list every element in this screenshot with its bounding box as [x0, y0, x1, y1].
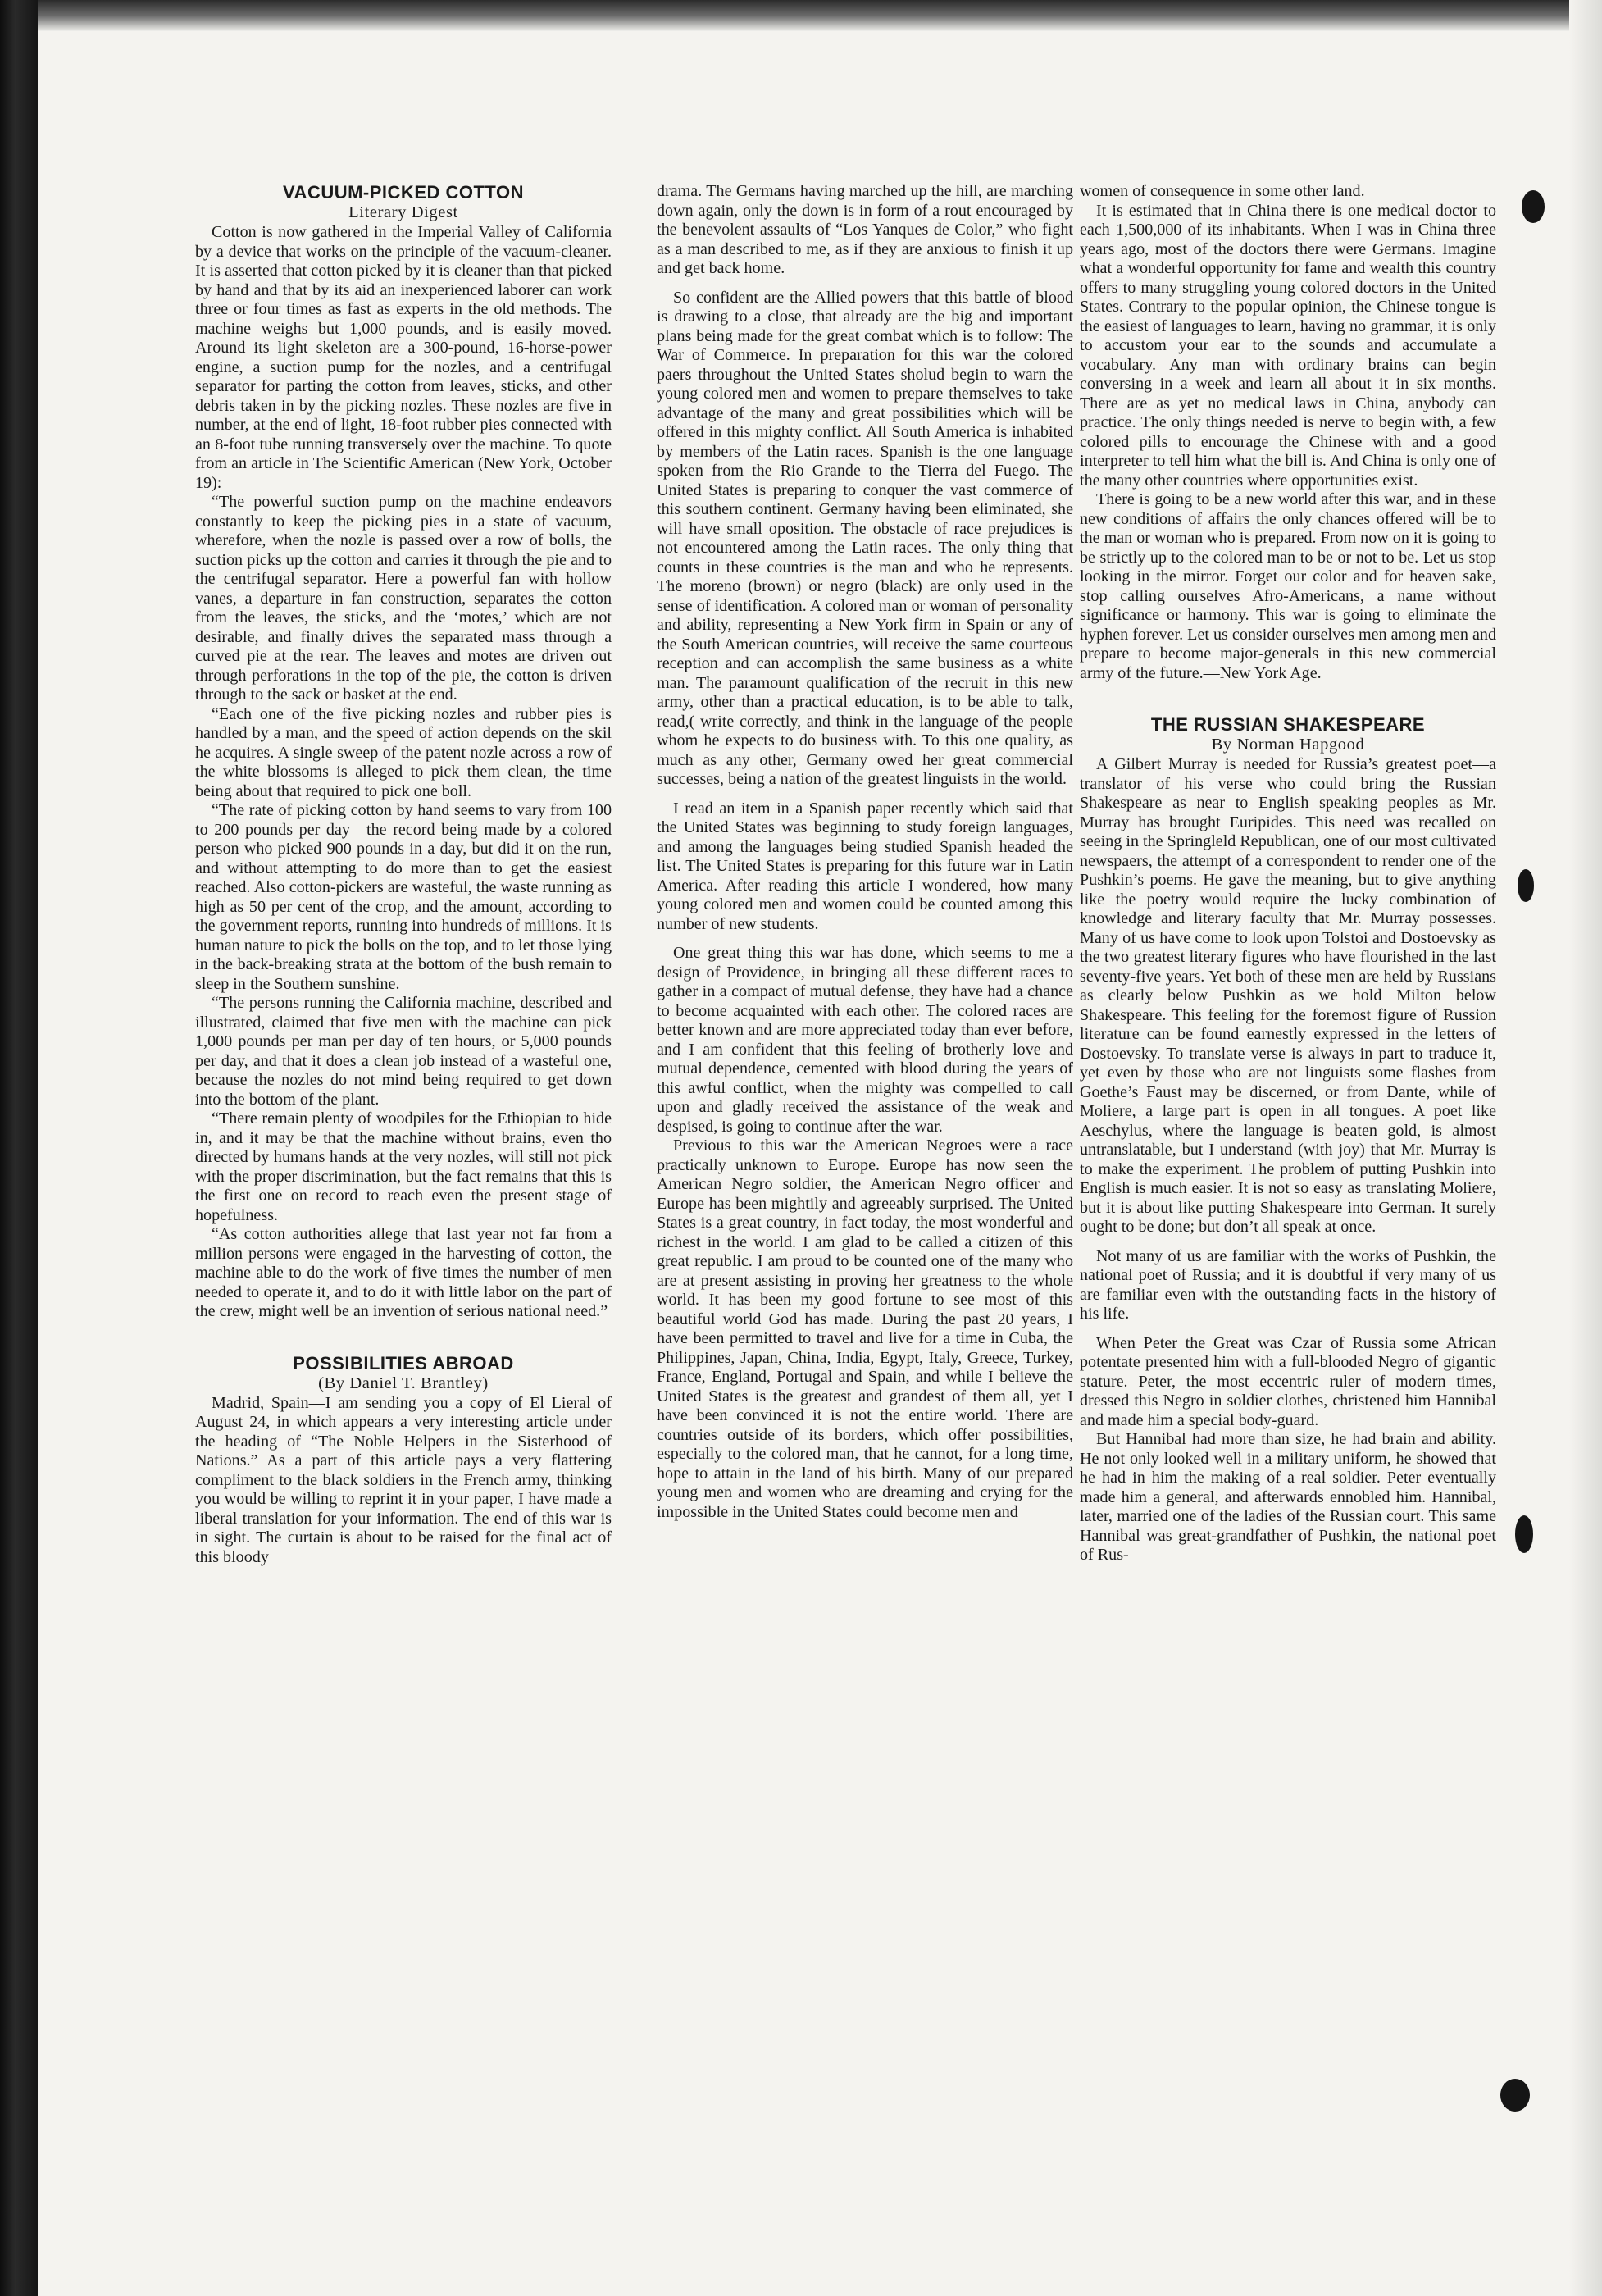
page-edge-right	[1569, 0, 1602, 2296]
paragraph: Not many of us are familiar with the works of Pushkin, the national poet of Russia; and it is doubtful if very many of us are familiar even with the outstanding facts in the history of his life.	[1080, 1246, 1496, 1323]
paragraph-continued: drama. The Germans having marched up the hill, are marching down again, only the down is in form of a rout encouraged by the benevolent assaults of “Los Yanques de Color,” who fight as a man described to me, as if they are anxious to finish it up and get back home.	[657, 182, 1073, 277]
paragraph: So confident are the Allied powers that this battle of blood is drawing to a close, that already are the big and important plans being made for the great combat which is to follow: The War of Commerce. In preparation for this war the colored paers throughout the United States sholud begin to warn the young colored men and women to prepare themselves to take advantage of the many and great possibilities which will be offered in this mighty conflict. All South America is inhabited by members of the Latin races. Spanish is the one language spoken from the Rio Grande to the Tierra del Fuego. The United States is preparing to conquer the vast commerce of this southern continent. Germany having been eliminated, she will have small oposition. The obstacle of race prejudices is not encountered among the Latin races. The only thing that counts in these countries is the man and who he represents. The moreno (brown) or negro (black) are only used in the sense of identification. A colored man or woman of personality and ability, representing a New York firm in Spain or any of the South American countries, will receive the same courteous reception and can accomplish the same business as a white man. The paramount qualification of the recruit in this new army, other than a practical education, is to be able to talk, read,( write correctly, and think in the language of the people whom he expects to do business with. To this one quality, as much as any other, Germany owed her great commercial successes, being a nation of the greatest linguists in the world.	[657, 288, 1073, 788]
paragraph: “Each one of the five picking nozles and rubber pies is handled by a man, and the speed of action depends on the skil he acquires. A single sweep of the patent nozle across a row of the white blossoms is alleged to pick them clean, the time being about that required to pick one boll.	[195, 704, 612, 800]
paragraph: “The powerful suction pump on the machine endeavors constantly to keep the picking pies in a state of vacuum, wherefore, when the nozle is passed over a row of bolls, the suction picks up the cotton and carries it through the pie and to the centrifugal separator. Here a powerful fan with hollow vanes, a departure in fan construction, separates the cotton from the leaves, the sticks, and the ‘motes,’ which are not desirable, and finally drives the separated mass through a curved pie at the rear. The leaves and motes are driven out through perforations in the top of the pie, the cotton is driven through to the sack or basket at the end.	[195, 493, 612, 704]
paragraph-continued: women of consequence in some other land.	[1080, 182, 1365, 200]
article-byline: By Norman Hapgood	[1211, 736, 1365, 754]
column-2	[657, 182, 1073, 1522]
paragraph: It is estimated that in China there is one medical doctor to each 1,500,000 of its inhabitants. When I was in China three years ago, most of the doctors there were Germans. Imagine what a wonderful opportunity for fame and wealth this country offers to many struggling young colored doctors in the United States. Contrary to the popular opinion, the Chinese tongue is the easiest of languages to learn, having no grammar, it is only to accustom your ear to the sounds and accumulate a vocabulary. Any man with ordinary brains can begin conversing in a week and learn all about it in six months. There are as yet no medical laws in China, anybody can practice. The only things needed is nerve to begin with, a few colored pills to encourage the Chinese with and a good interpreter to tell him what the bill is. And China is only one of the many other countries where opportunities exist.	[1080, 201, 1496, 490]
paragraph: Previous to this war the American Negroes were a race practically unknown to Europe. Europe has now seen the American Negro soldier, the American Negro officer and Europe has been mightily and agreeably surprised. The United States is a great country, in fact today, the most wonderful and richest in the world. I am glad to be called a citizen of this great republic. I am proud to be counted one of the many who are at present assisting in proving her greatness to the whole world. It has been my good fortune to see most of this beautiful world God has made. During the past 20 years, I have been permitted to travel and live for a time in Cuba, the Philippines, Japan, China, India, Egypt, Italy, Greece, Turkey, France, England, Portugal and Spain, and while I believe the United States is the greatest and grandest of them all, yet I have been convinced it is not the entire world. There are countries outside of its borders, which offer possibilities, especially to the colored man, that he cannot, for a long time, hope to attain in the land of his birth. Many of our prepared young men and women who are dreaming and crying for the impossible in the United States could become men and	[657, 1137, 1073, 1521]
paragraph: I read an item in a Spanish paper recently which said that the United States was beginning to study foreign languages, and among the languages being studied Spanish headed the list. The United States is preparing for this future war in Latin America. After reading this article I wondered, how many young colored men and women could be counted among this number of new students.	[657, 799, 1073, 933]
paragraph: One great thing this war has done, which seems to me a design of Providence, in bringing all these different races to gather in a compact of mutual defense, they have had a chance to become acquainted with each other. The colored races are better known and are more appreciated today than ever before, and I am confident that this feeling of brotherly love and mutual dependence, cemented with blood during the years of this awful conflict, when the mighty was compelled to call upon and gladly received the assistance of the weak and despised, is going to continue after the war.	[657, 944, 1073, 1136]
paragraph: When Peter the Great was Czar of Russia some African potentate presented him with a full-blooded Negro of gigantic stature. Peter, the most eccentric ruler of modern times, dressed this Negro in soldier clothes, christened him Hannibal and made him a special body-guard.	[1080, 1333, 1496, 1429]
paragraph: Cotton is now gathered in the Imperial Valley of California by a device that works on the principle of the vacuum-cleaner. It is asserted that cotton picked by it is cleaner than that picked by hand and that by its aid an inexperienced laborer can work three or four times as fast as experts in the old methods. The machine weighs but 1,000 pounds, and is easily moved. Around its light skeleton are a 300-pound, 16-horse-power engine, a suction pump for the nozles, and a centrifugal separator for parting the cotton from leaves, sticks, and other debris taken in by the picking nozles. These nozles are five in number, at the end of light, 18-foot rubber pies connected with an 8-foot tube running transversely over the machine. To quote from an article in The Scientific American (New York, October 19):	[195, 223, 612, 492]
ink-blot	[1500, 2079, 1530, 2112]
paragraph: But Hannibal had more than size, he had brain and ability. He not only looked well in a military uniform, he showed that he had in him the making of a real soldier. Peter eventually made him a general, and afterwards ennobled him. Hannibal, later, married one of the ladies of the Russian court. This same Hannibal was great-grandfather of Pushkin, the national poet of Rus-	[1080, 1430, 1496, 1564]
film-edge-left	[0, 0, 38, 2296]
paragraph: “As cotton authorities allege that last year not far from a million persons were engaged in the harvesting of cotton, the machine able to do the work of five times the number of men needed to operate it, and to do it with little labor on the part of the crew, might well be an invention of serious national need.”	[195, 1225, 612, 1320]
article-byline: (By Daniel T. Brantley)	[318, 1374, 489, 1392]
paragraph: There is going to be a new world after this war, and in these new conditions of affairs the only chances offered will be to the man or woman who is prepared. From now on it is going to be strictly up to the colored man to be or not to be. Let us stop looking in the mirror. Forget our color and for heaven sake, stop calling ourselves Afro-Americans, a name without significance or harmony. This war is going to eliminate the hyphen forever. Let us consider ourselves men among men and prepare to become major-generals in this new commercial army of the future.—New York Age.	[1080, 490, 1496, 682]
article-separator	[1080, 683, 1496, 714]
film-edge-top	[38, 0, 1602, 31]
ink-blot	[1515, 1515, 1533, 1553]
article-title: POSSIBILITIES ABROAD	[293, 1352, 514, 1374]
article-title: THE RUSSIAN SHAKESPEARE	[1150, 714, 1426, 735]
article-source: Literary Digest	[348, 203, 458, 221]
paragraph: “There remain plenty of woodpiles for the Ethiopian to hide in, and it may be that the machine without brains, even tho directed by humans hands at the very nozles, will still not pick with the proper discrimination, but the fact remains that this is the first one on record to reach even the present stage of hopefulness.	[195, 1109, 612, 1224]
column-3	[1080, 182, 1496, 1565]
paragraph: A Gilbert Murray is needed for Russia’s greatest poet—a translator of his verse who could bring the Russian Shakespeare as near to English speaking peoples as Mr. Murray has brought Euripides. This need was recalled on seeing in the Springleld Republican, one of our most cultivated newspaers, the attempt of a correspondent to render one of the Pushkin’s poems. He gave the meaning, but to give anything like the poetry would require the lucky combination of knowledge and literary faculty that Mr. Murray possesses. Many of us have come to look upon Tolstoi and Dostoevsky as the two greatest literary figures who have flourished in the last seventy-five years. Yet both of these men are held by Russians as clearly below Pushkin as we hold Milton below Shakespeare. This feeling for the foremost figure of Russion literature can be found earnestly expressed in the letters of Dostoevsky. To translate verse is always in part to traduce it, yet even by those who are not linguists some flashes from Goethe’s Faust may be discerned, or from Dante, while of Moliere, a large part is open in all tongues. A poet like Aeschylus, where the language is beaten gold, is almost untranslatable, but I understand (with joy) that Mr. Murray is to make the experiment. The problem of putting Pushkin into English is much easier. It is not so easy as translating Moliere, but it is about like putting Shakespeare into German. It surely ought to be done; but don’t all speak at once.	[1080, 755, 1496, 1236]
paragraph: “The rate of picking cotton by hand seems to vary from 100 to 200 pounds per day—the record being made by a colored person who picked 900 pounds in a day, but did it on the run, and without attempting to do more than to get the easiest reached. Also cotton-pickers are wasteful, the waste running as high as 50 per cent of the crop, and the amount, according to the government reports, running into hundreds of millions. It is human nature to pick the bolls on the top, and to let those lying in the back-breaking strata at the bottom of the bush remain to sleep in the Southern sunshine.	[195, 801, 612, 993]
paragraph: Madrid, Spain—I am sending you a copy of El Lieral of August 24, in which appears a very interesting article under the heading of “The Noble Helpers in the Sisterhood of Nations.” As a part of this article pays a very flattering compliment to the black soldiers in the French army, thinking you would be willing to reprint it in your paper, I have made a liberal translation for your information. The end of this war is in sight. The curtain is about to be raised for the final act of this bloody	[195, 1393, 612, 1566]
newspaper-page	[38, 0, 1602, 2296]
article-title: VACUUM-PICKED COTTON	[283, 182, 524, 203]
article-separator	[195, 1322, 612, 1353]
ink-blot	[1522, 190, 1545, 223]
column-1	[195, 182, 612, 1567]
ink-blot	[1518, 869, 1534, 902]
paragraph: “The persons running the California machine, described and illustrated, claimed that five men with the machine can pick 1,000 pounds per man per day of ten hours, or 5,000 pounds per day, and that it does a clean job instead of a wasteful one, because the nozles do not mind being required to get down into the bottom of the plant.	[195, 994, 612, 1109]
